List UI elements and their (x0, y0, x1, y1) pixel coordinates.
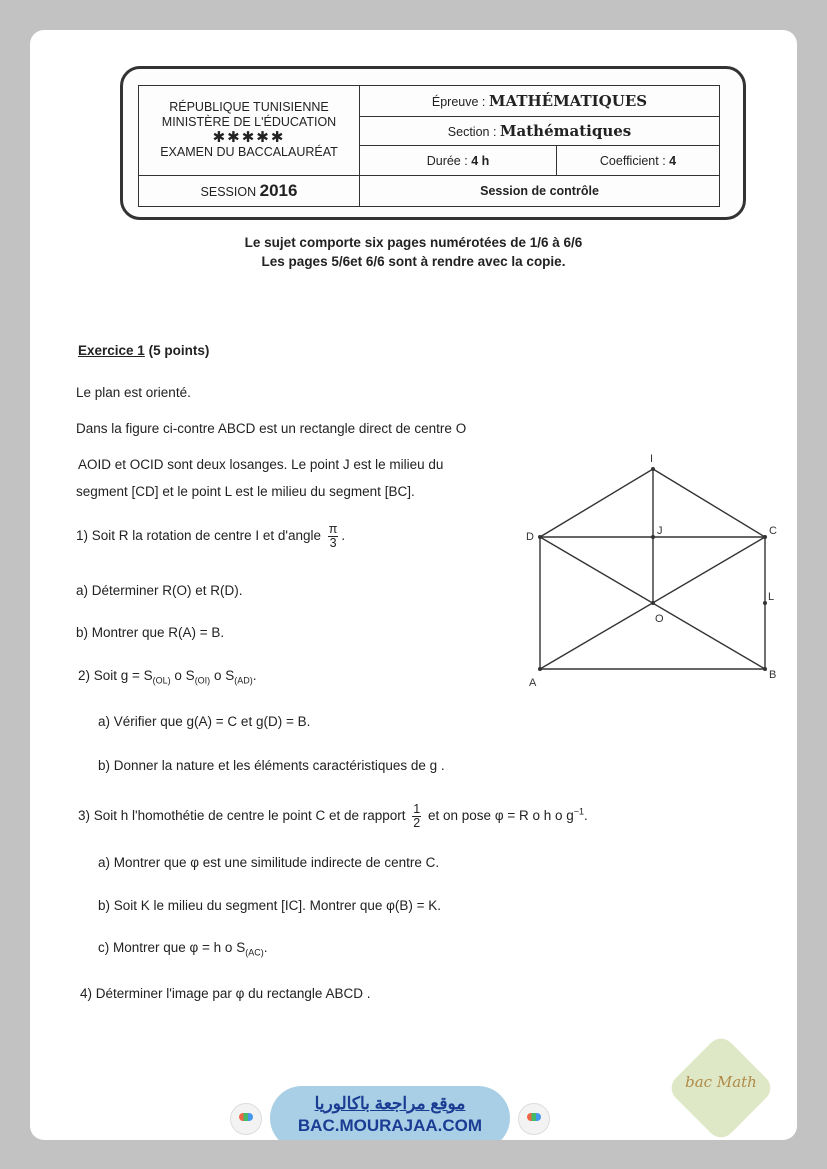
duree-label: Durée : (426, 153, 468, 168)
fraction-one-half (412, 803, 421, 830)
badge-text: bac Math (685, 1073, 757, 1091)
question-3b: b) Soit K le milieu du segment [IC]. Montrer que φ(B) = K. (98, 898, 442, 913)
question-3a: a) Montrer que φ est une similitude indirecte de centre C. (98, 855, 440, 870)
question-2-mid1: o S (170, 668, 195, 683)
point-o (651, 601, 655, 605)
question-2-mid2: o S (210, 668, 235, 683)
question-3-end: . (584, 808, 588, 824)
examen-text: EXAMEN DU BACCALAURÉAT (160, 145, 338, 160)
epreuve-label: Épreuve : (431, 95, 486, 110)
website-banner[interactable] (270, 1086, 510, 1140)
segment-ic (653, 469, 765, 537)
header-table (138, 85, 720, 207)
fraction-num-1: 1 (413, 802, 421, 816)
sub-oi: (OI) (194, 675, 211, 686)
coefficient-value: 4 (669, 153, 677, 168)
question-2-end: . (252, 668, 257, 683)
coefficient-cell (557, 146, 720, 175)
epreuve-value: MATHÉMATIQUES (488, 92, 648, 111)
label-b: B (769, 669, 777, 681)
exercise-heading (78, 343, 209, 358)
intro-4a: segment (76, 484, 128, 499)
intro-1: Le plan est orienté. (76, 385, 191, 400)
point-l (763, 601, 767, 605)
ministry-cell (139, 86, 360, 176)
point-c (763, 535, 767, 539)
banner-url[interactable]: BAC.MOURAJAA.COM (297, 1116, 483, 1135)
exam-header (120, 66, 746, 220)
intro-4c: et le point L est le milieu du segment (162, 484, 381, 499)
fraction-pi-over-3 (328, 523, 339, 550)
intro-4 (76, 484, 415, 499)
point-a (538, 667, 542, 671)
stars-decoration: ✱✱✱✱✱ (212, 129, 286, 147)
session-type: Session de contrôle (360, 175, 720, 206)
question-2b: b) Donner la nature et les éléments caractéristiques de g . (98, 758, 445, 773)
label-i: I (650, 453, 654, 465)
question-2a: a) Vérifier que g(A) = C et g(D) = B. (98, 714, 311, 729)
session-cell (139, 175, 360, 206)
left-logo-icon (230, 1103, 262, 1135)
question-1b: b) Montrer que R(A) = B. (76, 625, 225, 640)
question-4: 4) Déterminer l'image par φ du rectangle ABCD . (80, 986, 371, 1001)
segment-di (540, 469, 653, 537)
label-o: O (655, 613, 664, 625)
question-3-pre: 3) Soit h l'homothétie de centre le point C et de rapport (78, 808, 406, 824)
label-a: A (529, 677, 537, 689)
question-2 (78, 668, 256, 686)
question-1-text: 1) Soit R la rotation de centre I et d'angle (76, 528, 321, 544)
sub-ac: (AC) (245, 947, 264, 958)
point-j (651, 535, 655, 539)
question-3c-pre: c) Montrer que φ = h o S (98, 940, 246, 955)
point-d (538, 535, 542, 539)
banner-arabic-text: موقع مراجعة باكالوريا (314, 1094, 466, 1113)
exercise-points: (5 points) (148, 343, 210, 358)
question-1: 1) Soit R la rotation de centre I et d'angle $\frac{\pi}{3}$ . (76, 522, 346, 550)
label-j: J (657, 525, 663, 537)
fraction-numerator: π (328, 522, 338, 536)
point-i (651, 467, 655, 471)
duree-cell (360, 146, 557, 175)
question-3 (78, 803, 588, 830)
inverse-exponent: −1 (573, 806, 585, 817)
fraction-den-2: 2 (413, 816, 421, 830)
question-2-pre: 2) Soit g = S (78, 668, 153, 683)
intro-2: Dans la figure ci-contre ABCD est un rectangle direct de centre O (76, 421, 467, 436)
notice-line-2: Les pages 5/6et 6/6 sont à rendre avec la copie. (261, 254, 566, 269)
exercise-title: Exercice 1 (78, 343, 145, 358)
epreuve-cell (360, 86, 720, 117)
sub-ad: (AD) (234, 675, 253, 686)
section-cell (360, 117, 720, 146)
session-label: SESSION (200, 184, 257, 199)
republique-text: RÉPUBLIQUE TUNISIENNE (169, 100, 329, 115)
geometry-figure (500, 440, 790, 700)
question-3c-end: . (263, 940, 268, 955)
intro-4d: [BC]. (384, 484, 415, 499)
question-3c (98, 940, 267, 958)
bac-math-badge (670, 1037, 772, 1139)
sub-ol: (OL) (152, 675, 171, 686)
question-3-post: et on pose φ = R o h o g (428, 808, 574, 824)
fraction-denominator: 3 (329, 536, 337, 550)
duree-value: 4 h (471, 153, 490, 168)
point-b (763, 667, 767, 671)
label-d: D (526, 531, 534, 543)
label-l: L (768, 591, 775, 603)
label-c: C (769, 525, 777, 537)
section-label: Section : (447, 125, 497, 140)
right-logo-icon (518, 1103, 550, 1135)
question-1a: a) Déterminer R(O) et R(D). (76, 583, 243, 598)
document-page (30, 30, 797, 1140)
coefficient-label: Coefficient : (599, 153, 666, 168)
intro-3: AOID et OCID sont deux losanges. Le point J est le milieu du (78, 457, 444, 472)
notice-line-1: Le sujet comporte six pages numérotées de 1/6 à 6/6 (244, 235, 583, 250)
intro-4b: [CD] (131, 484, 159, 499)
session-year: 2016 (259, 180, 298, 200)
ministere-text: MINISTÈRE DE L'ÉDUCATION (161, 115, 337, 130)
section-value: Mathématiques (499, 122, 632, 141)
